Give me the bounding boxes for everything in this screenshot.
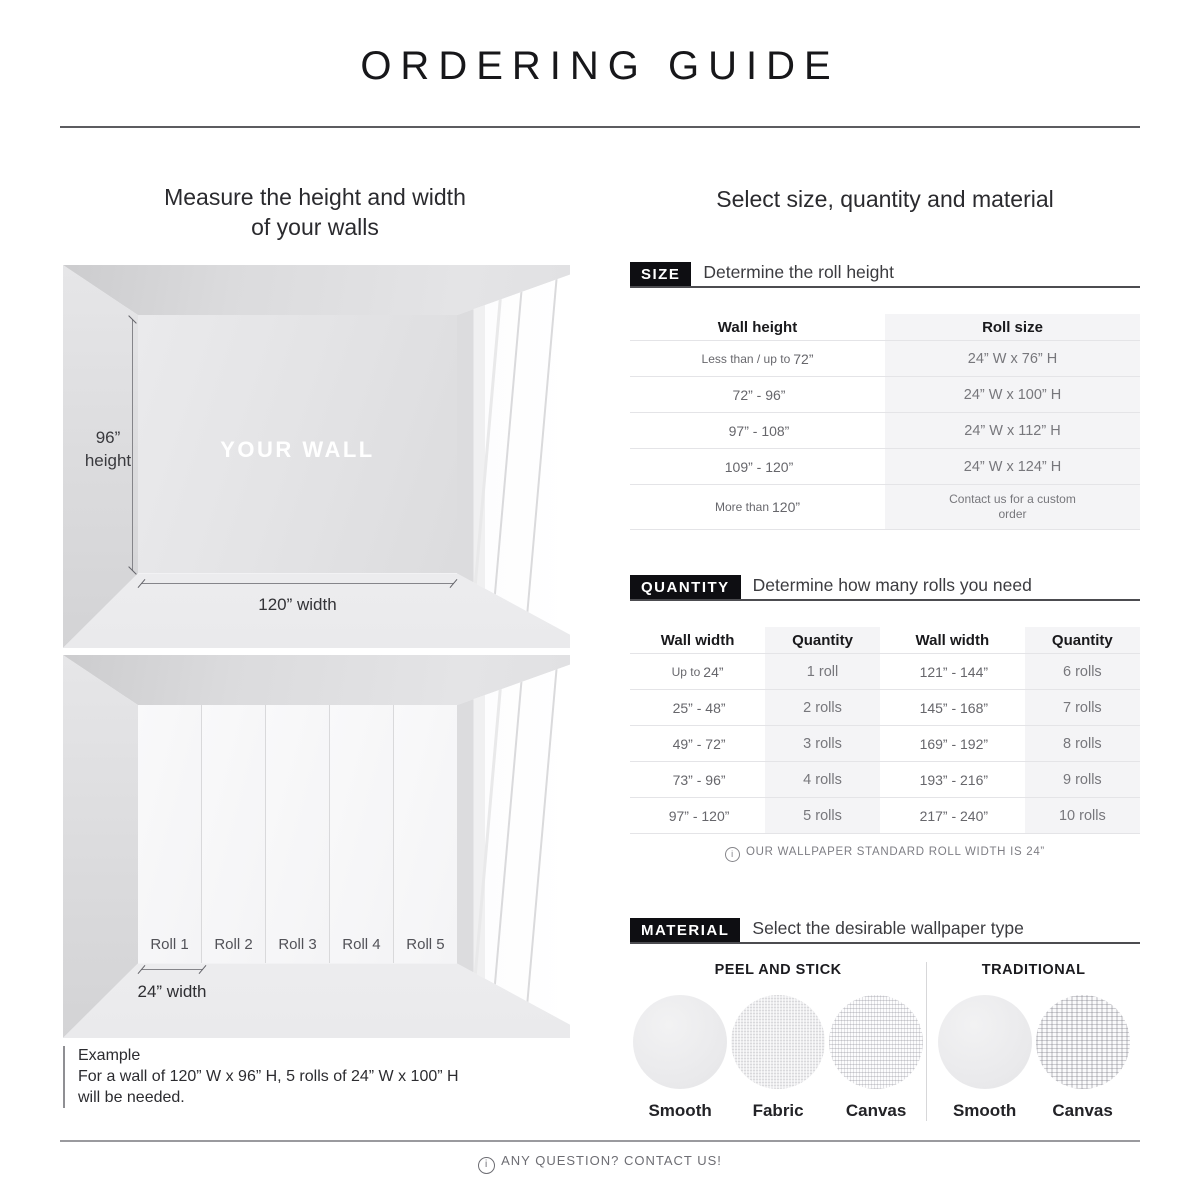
col-quantity-2: Quantity xyxy=(1025,627,1140,653)
roll-panel xyxy=(330,705,394,963)
left-heading-line1: Measure the height and width xyxy=(164,184,466,210)
left-heading-line2: of your walls xyxy=(251,214,379,241)
wall-width-value: 145” - 168” xyxy=(919,699,989,716)
wall-width-value: 193” - 216” xyxy=(919,771,989,788)
wallpaper-roll-panels xyxy=(138,705,457,963)
room-illustration-measure xyxy=(63,265,570,648)
wall-height-label xyxy=(69,427,147,473)
window-mullion xyxy=(489,655,525,1038)
roll-width-label: 24” width xyxy=(137,982,207,1002)
size-table-row xyxy=(630,449,1140,485)
quantity-value: 5 rolls xyxy=(803,807,842,824)
traditional-group xyxy=(927,962,1140,1121)
traditional-swatches xyxy=(927,995,1140,1089)
quantity-table xyxy=(630,627,1140,834)
roll-size-value: 24” W x 124” H xyxy=(963,458,1062,475)
info-icon: i xyxy=(478,1157,495,1174)
roll-size-value: 24” W x 112” H xyxy=(964,422,1061,439)
page-title: ORDERING GUIDE xyxy=(360,44,840,88)
room-illustration-rolls xyxy=(63,655,570,1038)
wall-height-value: 120” xyxy=(772,499,801,515)
footer-contact xyxy=(0,1153,1200,1174)
wall-height-value: 97” - 108” xyxy=(728,422,790,439)
quantity-table-row xyxy=(630,726,1140,762)
info-icon: i xyxy=(725,847,740,862)
quantity-section-header xyxy=(630,575,1140,601)
roll-panel xyxy=(202,705,266,963)
col-wall-height: Wall height xyxy=(717,318,798,336)
material-label-fabric: Fabric xyxy=(752,1101,804,1120)
window-mullion xyxy=(489,265,525,648)
wall-width-value: 97” - 120” xyxy=(668,807,730,824)
smooth-texture-swatch xyxy=(633,995,727,1089)
quantity-value: 7 rolls xyxy=(1063,699,1102,716)
roll-label: Roll 3 xyxy=(278,936,317,954)
quantity-badge: QUANTITY xyxy=(630,575,741,599)
wall-width-value: 24” xyxy=(703,663,724,680)
quantity-subtitle: Determine how many rolls you need xyxy=(752,575,1032,595)
col-wall-width-1: Wall width xyxy=(660,631,735,649)
peel-and-stick-labels xyxy=(630,1101,926,1121)
size-table xyxy=(630,314,1140,530)
example-title: Example xyxy=(78,1047,141,1064)
your-wall-label: YOUR WALL xyxy=(220,436,375,462)
quantity-value: 9 rolls xyxy=(1063,771,1102,788)
size-table-header xyxy=(630,314,1140,341)
canvas-texture-swatch xyxy=(829,995,923,1089)
roll-label: Roll 2 xyxy=(214,936,253,954)
size-table-row xyxy=(630,377,1140,413)
material-label-smooth: Smooth xyxy=(952,1101,1017,1120)
example-line2: will be needed. xyxy=(78,1088,185,1106)
size-section xyxy=(630,262,1140,530)
quantity-section xyxy=(630,575,1140,834)
material-label-canvas: Canvas xyxy=(1052,1101,1113,1120)
size-table-row xyxy=(630,485,1140,530)
smooth-texture-swatch xyxy=(938,995,1032,1089)
width-dimension-line xyxy=(141,583,454,584)
quantity-value: 1 roll xyxy=(806,663,839,680)
footer-contact-text: ANY QUESTION? CONTACT US! xyxy=(501,1153,722,1168)
fabric-texture-swatch xyxy=(731,995,825,1089)
example-line1: For a wall of 120” W x 96” H, 5 rolls of 24” W x 100” H xyxy=(78,1067,459,1085)
quantity-value: 2 rolls xyxy=(803,699,842,716)
left-column-heading xyxy=(60,182,570,243)
material-badge: MATERIAL xyxy=(630,918,740,942)
peel-and-stick-swatches xyxy=(630,995,926,1089)
size-badge: SIZE xyxy=(630,262,691,286)
wall-height-value: 72” xyxy=(793,350,814,367)
wall-width-value: 217” - 240” xyxy=(919,807,989,824)
right-column-heading: Select size, quantity and material xyxy=(716,186,1054,212)
wall-height-value: 109” - 120” xyxy=(724,458,794,475)
quantity-value: 4 rolls xyxy=(803,771,842,788)
material-section-header xyxy=(630,918,1140,944)
roll-size-value: 24” W x 100” H xyxy=(963,386,1062,403)
wall-width-value: 25” - 48” xyxy=(672,699,726,716)
wall-height-value: 72” - 96” xyxy=(732,386,786,403)
quantity-value: 3 rolls xyxy=(803,735,842,752)
material-subtitle: Select the desirable wallpaper type xyxy=(752,918,1024,938)
canvas-texture-swatch xyxy=(1036,995,1130,1089)
col-quantity-1: Quantity xyxy=(765,627,880,653)
window-mullion xyxy=(523,655,559,1038)
quantity-value: 10 rolls xyxy=(1058,807,1106,824)
wall-width-label: 120” width xyxy=(258,595,337,615)
roll-size-value: Contact us for a custom order xyxy=(949,492,1076,521)
material-groups xyxy=(630,962,1140,1121)
wall-width-prefix: Up to xyxy=(671,664,701,679)
traditional-labels xyxy=(927,1101,1140,1121)
quantity-table-row xyxy=(630,762,1140,798)
quantity-table-row xyxy=(630,798,1140,834)
height-value: 96” xyxy=(95,428,121,447)
material-label-smooth: Smooth xyxy=(648,1101,712,1120)
quantity-value: 6 rolls xyxy=(1063,663,1102,680)
roll-panel xyxy=(138,705,202,963)
col-wall-width-2: Wall width xyxy=(915,631,990,649)
wall-height-prefix: Less than / up to xyxy=(701,351,791,366)
size-table-row xyxy=(630,413,1140,449)
roll-panel xyxy=(394,705,457,963)
wall-width-value: 73” - 96” xyxy=(672,771,726,788)
roll-width-note xyxy=(630,846,1140,862)
height-word: height xyxy=(84,450,132,470)
wall-width-value: 169” - 192” xyxy=(919,735,989,752)
roll-width-note-text: OUR WALLPAPER STANDARD ROLL WIDTH IS 24” xyxy=(746,846,1045,858)
footer-divider xyxy=(60,1140,1140,1142)
peel-and-stick-title: PEEL AND STICK xyxy=(714,962,842,978)
traditional-title: TRADITIONAL xyxy=(981,962,1086,978)
wall-width-value: 49” - 72” xyxy=(672,735,726,752)
roll-label: Roll 5 xyxy=(406,936,445,954)
roll-width-dimension-line xyxy=(141,969,203,970)
size-section-header xyxy=(630,262,1140,288)
wall-height-prefix: More than xyxy=(714,500,769,514)
window-mullion xyxy=(523,265,559,648)
peel-and-stick-group xyxy=(630,962,927,1121)
roll-label: Roll 4 xyxy=(342,936,381,954)
quantity-table-row xyxy=(630,654,1140,690)
col-roll-size: Roll size xyxy=(885,314,1140,340)
quantity-value: 8 rolls xyxy=(1063,735,1102,752)
material-label-canvas: Canvas xyxy=(845,1101,907,1120)
size-subtitle: Determine the roll height xyxy=(703,262,894,282)
example-block xyxy=(63,1046,459,1108)
material-section xyxy=(630,918,1140,1121)
header-divider xyxy=(60,126,1140,128)
roll-label: Roll 1 xyxy=(150,936,189,954)
size-table-row xyxy=(630,341,1140,377)
roll-size-value: 24” W x 76” H xyxy=(967,350,1058,367)
wall-width-value: 121” - 144” xyxy=(919,663,989,680)
quantity-table-header xyxy=(630,627,1140,654)
roll-panel xyxy=(266,705,330,963)
quantity-table-row xyxy=(630,690,1140,726)
